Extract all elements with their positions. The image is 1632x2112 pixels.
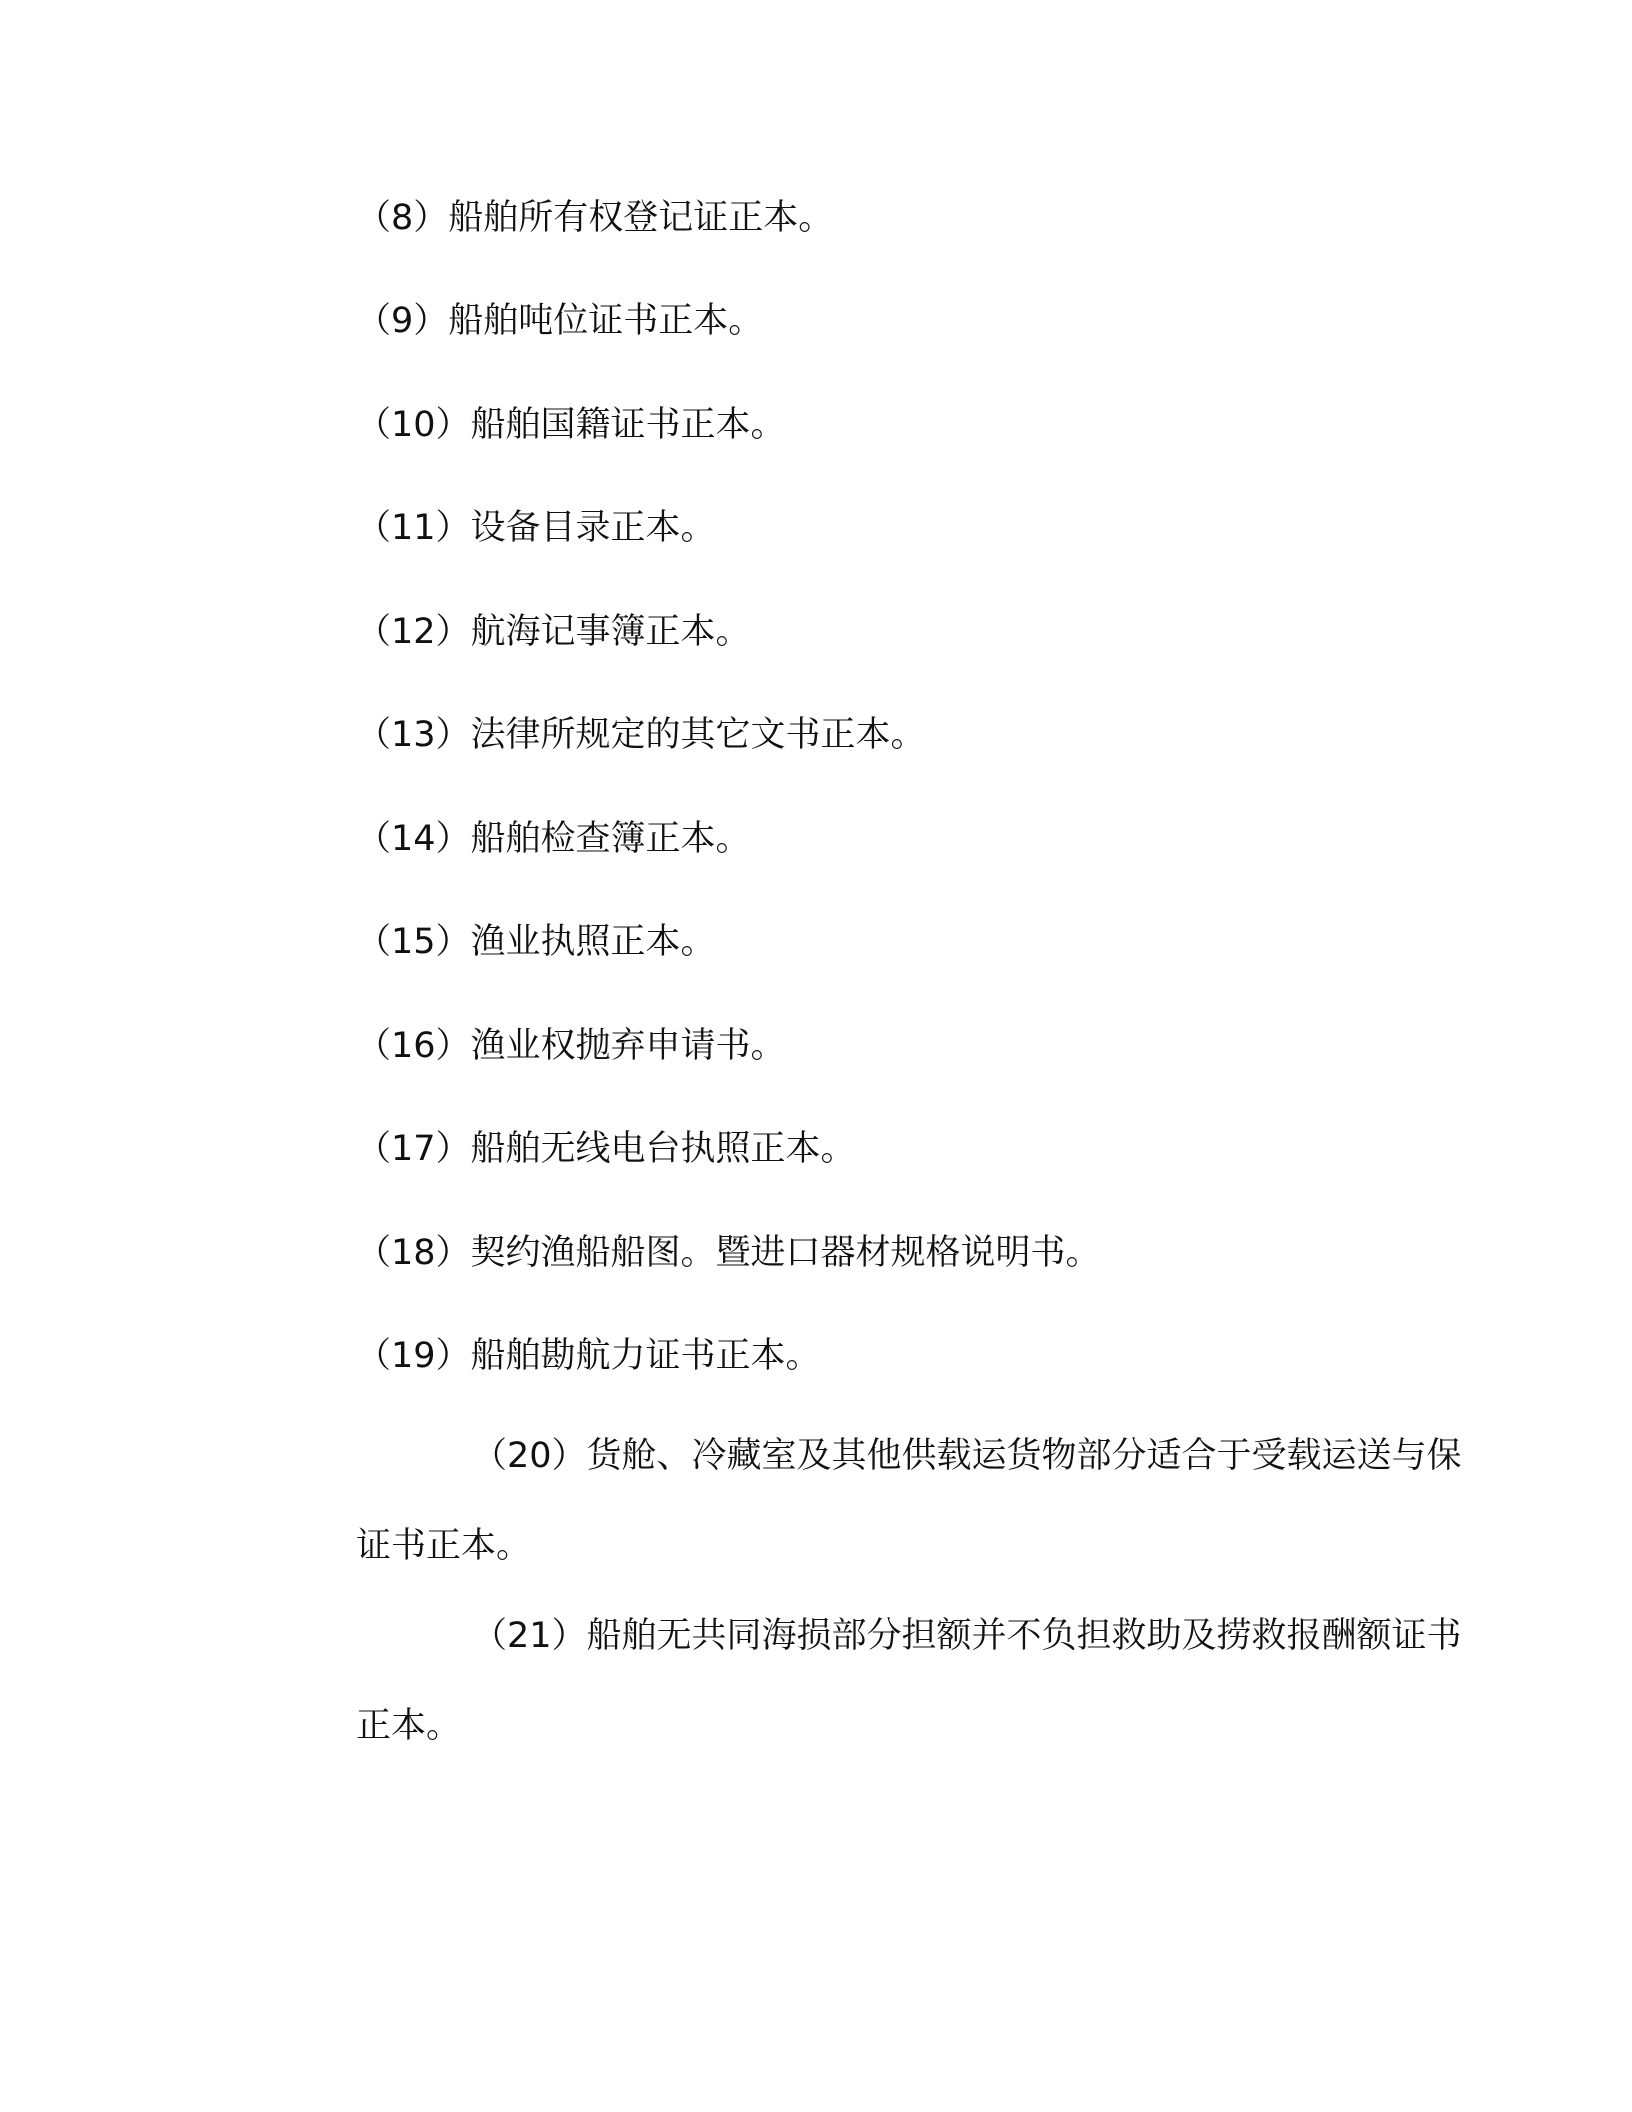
list-item (356, 610, 1506, 654)
item-number: （21） (472, 1616, 587, 1656)
item-continuation-line: 证书正本。 (356, 1526, 532, 1566)
list-item (356, 1231, 1506, 1275)
item-text: 渔业权抛弃申请书。 (470, 1026, 786, 1066)
item-text: 船舶无线电台执照正本。 (470, 1129, 856, 1169)
list-item (240, 1434, 1462, 1566)
item-text: 设备目录正本。 (470, 508, 716, 548)
item-number: （20） (472, 1436, 587, 1476)
item-number: （17） (356, 1129, 471, 1169)
list-item (240, 1614, 1462, 1746)
item-text: 船舶所有权登记证正本。 (448, 198, 834, 238)
item-number: （10） (356, 405, 471, 445)
item-text: 渔业执照正本。 (470, 922, 716, 962)
item-text: 船舶勘航力证书正本。 (470, 1336, 821, 1376)
item-continuation-line: 正本。 (356, 1706, 462, 1746)
item-number: （18） (356, 1233, 471, 1273)
item-number: （9） (356, 301, 449, 341)
list-item (356, 1334, 1506, 1378)
list-item (356, 1024, 1506, 1068)
item-text: 船舶国籍证书正本。 (470, 405, 786, 445)
item-number: （13） (356, 715, 471, 755)
list-item (356, 713, 1506, 757)
list-item (356, 817, 1506, 861)
item-number: （8） (356, 198, 449, 238)
item-text: 货舱、冷藏室及其他供载运货物部分适合于受载运送与保 (586, 1436, 1462, 1476)
list-item (356, 299, 1506, 343)
list-item (356, 1127, 1506, 1171)
item-first-line (240, 1434, 1462, 1524)
item-number: （15） (356, 922, 471, 962)
list-item (356, 403, 1506, 447)
list-item (356, 506, 1506, 550)
list-item (356, 920, 1506, 964)
item-text: 契约渔船船图。暨进口器材规格说明书。 (470, 1233, 1101, 1273)
item-text: 船舶检查簿正本。 (470, 819, 751, 859)
list-item (356, 196, 1506, 240)
item-first-line (240, 1614, 1462, 1704)
item-text: 船舶无共同海损部分担额并不负担救助及捞救报酬额证书 (586, 1616, 1462, 1656)
item-number: （12） (356, 612, 471, 652)
item-number: （19） (356, 1336, 471, 1376)
item-text: 法律所规定的其它文书正本。 (470, 715, 926, 755)
item-number: （14） (356, 819, 471, 859)
item-text: 航海记事簿正本。 (470, 612, 751, 652)
item-number: （11） (356, 508, 471, 548)
item-number: （16） (356, 1026, 471, 1066)
item-text: 船舶吨位证书正本。 (448, 301, 764, 341)
